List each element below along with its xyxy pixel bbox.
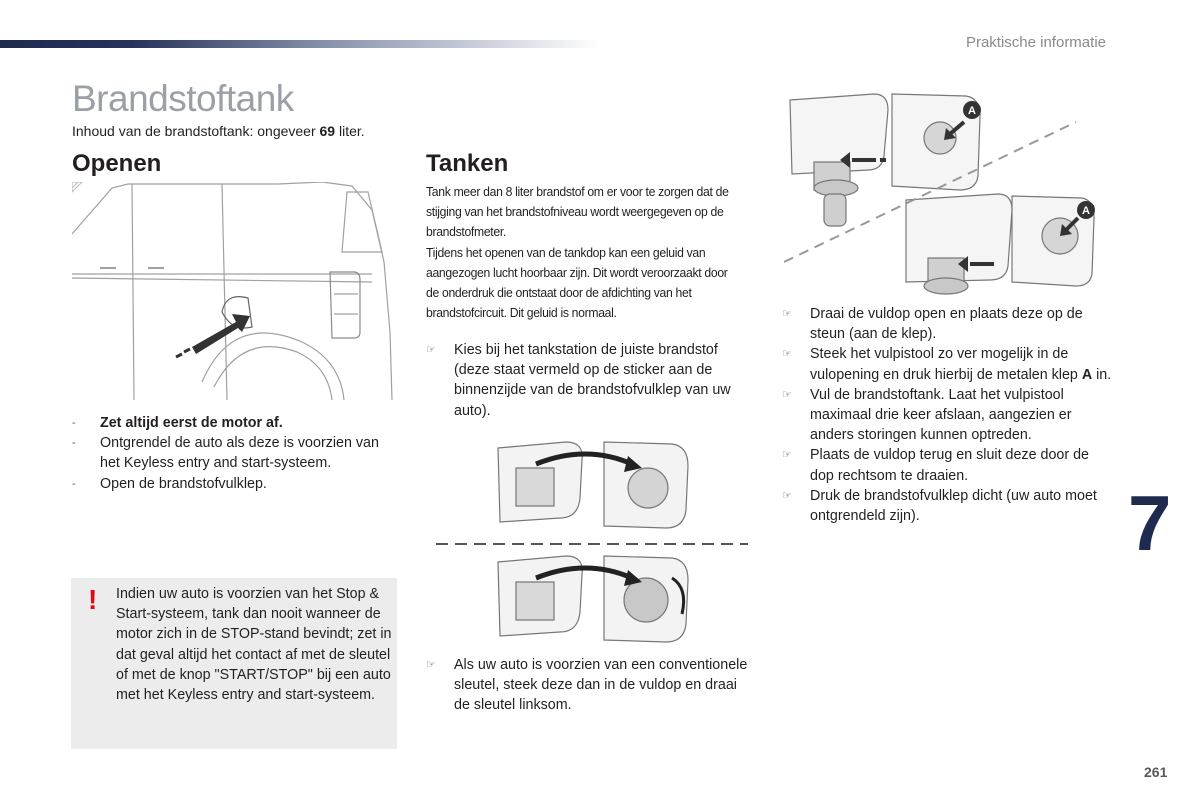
step-choose-fuel: ☞ Kies bij het tankstation de juiste brandstof (deze staat vermeld op de sticker aan de binnenzijde van de brandstofvulklep van uw auto). <box>426 342 731 419</box>
hand-pointer-icon: ☞ <box>426 344 436 356</box>
refuel-steps <box>782 304 1112 526</box>
hand-pointer-icon: ☞ <box>782 449 792 462</box>
tank-capacity-value: 69 <box>319 123 336 139</box>
heading-openen: Openen <box>72 150 162 177</box>
hand-pointer-icon: ☞ <box>782 348 792 361</box>
warning-icon: ! <box>88 584 98 615</box>
note-minimum-fuel: Tank meer dan 8 liter brandstof om er voor te zorgen dat de stijging van het brandstofniveau wordt weergegeven op de brandstofmeter. <box>426 184 729 240</box>
fuel-cap-removal-illustration <box>436 438 748 650</box>
page-title: Brandstoftank <box>72 78 294 119</box>
chapter-number: 7 <box>1128 479 1172 567</box>
hand-pointer-icon: ☞ <box>426 659 436 671</box>
header-color-bar <box>0 40 600 48</box>
step-close-flap: ☞ Druk de brandstofvulklep dicht (uw auto moet ontgrendeld zijn). <box>782 487 1097 525</box>
hand-pointer-icon: ☞ <box>782 489 792 502</box>
tanken-note <box>426 182 736 323</box>
heading-tanken: Tanken <box>426 150 509 177</box>
step-unlock-vehicle: - Ontgrendel de auto als deze is voorzien van het Keyless entry and start-systeem. <box>72 435 379 472</box>
step-turn-key: ☞ Als uw auto is voorzien van een conventionele sleutel, steek deze dan in de vuldop en draai de sleutel linksom. <box>426 657 748 714</box>
hand-pointer-icon: ☞ <box>782 388 792 401</box>
opening-steps <box>72 413 392 494</box>
section-label: Praktische informatie <box>965 34 1106 51</box>
fuel-type-step <box>426 340 756 421</box>
step-open-cap: ☞ Draai de vuldop open en plaats deze op de steun (aan de klep). <box>782 306 1083 343</box>
step-stop-engine: - Zet altijd eerst de motor af. <box>72 415 283 431</box>
stop-start-warning-box <box>71 578 397 749</box>
van-fuel-flap-illustration <box>72 182 398 400</box>
callout-a-lower-label: A <box>1082 205 1090 217</box>
callout-a-upper-label: A <box>968 105 976 117</box>
hand-pointer-icon: ☞ <box>782 308 792 320</box>
warning-text: Indien uw auto is voorzien van het Stop & Start-systeem, tank dan nooit wanneer de motor zich in de STOP-stand bevindt; zet in dat geval altijd het contact af met de sleutel of met de knop "START/STOP" bij een auto met het Keyless entry and start-systeem. <box>116 586 392 704</box>
filler-neck-illustration <box>784 86 1100 300</box>
page-number: 261 <box>1144 764 1168 780</box>
tank-capacity-text: Inhoud van de brandstoftank: ongeveer 69 liter. <box>72 123 365 139</box>
step-open-fuel-flap: - Open de brandstofvulklep. <box>72 475 267 492</box>
step-insert-nozzle: ☞ Steek het vulpistool zo ver mogelijk in de vulopening en druk hierbij de metalen klep A in. <box>782 346 1112 383</box>
step-refit-cap: ☞ Plaats de vuldop terug en sluit deze door de dop rechtsom te draaien. <box>782 447 1089 484</box>
step-fill-tank: ☞ Vul de brandstoftank. Laat het vulpistool maximaal drie keer afslaan, aangezien er anders storingen kunnen optreden. <box>782 386 1072 444</box>
note-air-noise: Tijdens het openen van de tankdop kan een geluid van aangezogen lucht hoorbaar zijn. Dit wordt veroorzaakt door de onderdruk die ontstaat door de afdichting van het brandstofcircuit. Dit geluid is normaal. <box>426 244 728 321</box>
conventional-key-step <box>426 655 756 716</box>
